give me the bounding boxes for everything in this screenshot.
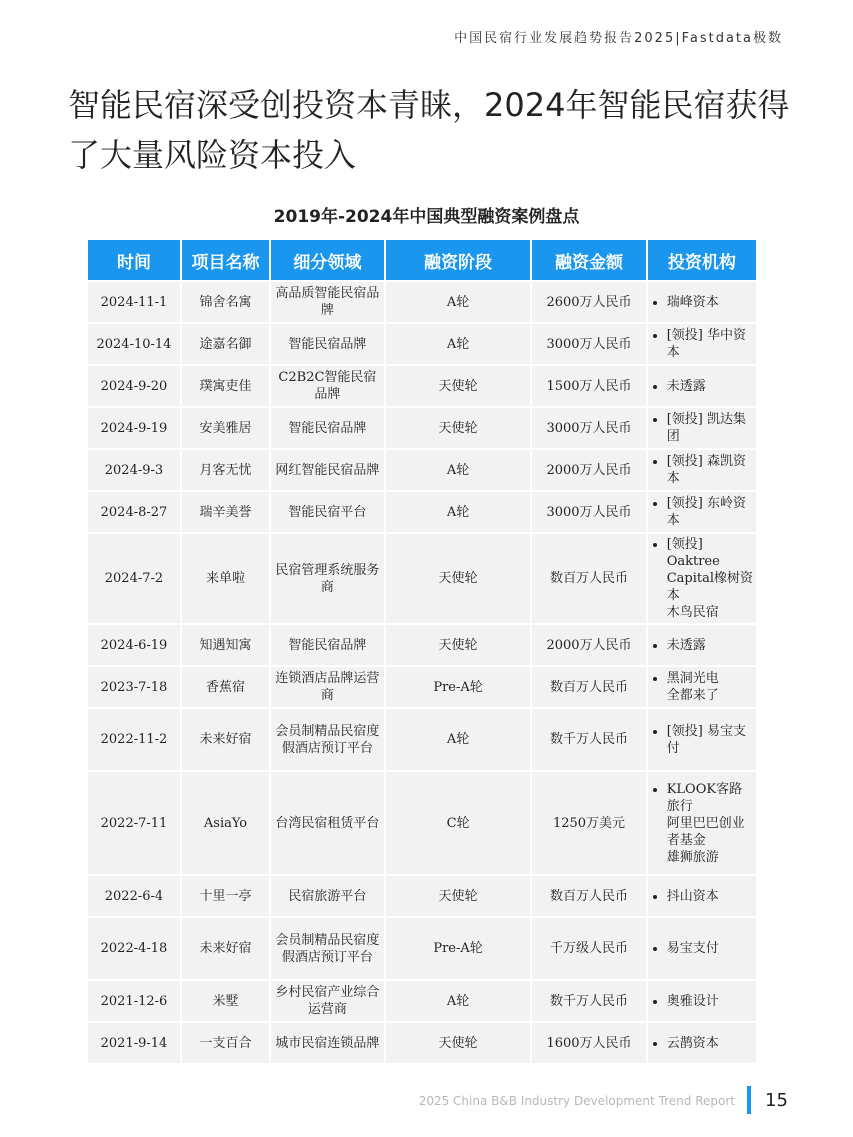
stage-cell: Pre-A轮	[386, 918, 531, 979]
investors-cell	[648, 667, 756, 707]
investor-item: • 未透露	[667, 378, 753, 395]
investors-cell	[648, 709, 756, 770]
field-cell: 智能民宿品牌	[271, 324, 384, 364]
date-cell: 2024-11-1	[88, 282, 180, 322]
stage-cell: A轮	[386, 282, 531, 322]
field-cell: 高品质智能民宿品牌	[271, 282, 384, 322]
investor-item: • 未透露	[667, 637, 753, 654]
investors-cell	[648, 534, 756, 623]
investors-cell	[648, 408, 756, 448]
field-cell: 乡村民宿产业综合运营商	[271, 981, 384, 1021]
project-name-cell: 知遇知寓	[182, 625, 269, 665]
stage-cell: A轮	[386, 709, 531, 770]
date-cell: 2024-9-3	[88, 450, 180, 490]
stage-cell: 天使轮	[386, 408, 531, 448]
investor-list	[654, 294, 753, 311]
investor-list	[654, 781, 753, 866]
table-row	[88, 1023, 756, 1063]
amount-cell: 数百万人民币	[532, 876, 645, 916]
investor-item: • 易宝支付	[667, 940, 753, 957]
date-cell: 2021-12-6	[88, 981, 180, 1021]
investor-item: • 奥雅设计	[667, 993, 753, 1010]
investors-cell	[648, 282, 756, 322]
stage-cell: A轮	[386, 450, 531, 490]
investors-cell	[648, 324, 756, 364]
investor-list	[654, 723, 753, 757]
investor-list	[654, 327, 753, 361]
table-title: 2019年-2024年中国典型融资案例盘点	[273, 207, 580, 227]
amount-cell: 数千万人民币	[532, 709, 645, 770]
page-title-line-1: 智能民宿深受创投资本青睐，2024年智能民宿获得	[68, 86, 790, 124]
table-row	[88, 625, 756, 665]
stage-cell: A轮	[386, 981, 531, 1021]
amount-cell: 2000万人民币	[532, 625, 645, 665]
table-row	[88, 667, 756, 707]
investor-list	[654, 495, 753, 529]
page-number: 15	[765, 1090, 788, 1111]
amount-cell: 1500万人民币	[532, 366, 645, 406]
investor-item: • 瑞峰资本	[667, 294, 753, 311]
footer-text: 2025 China B&B Industry Development Trend Report	[418, 1094, 735, 1108]
project-name-cell: 安美雅居	[182, 408, 269, 448]
field-cell: 民宿管理系统服务商	[271, 534, 384, 623]
date-cell: 2024-6-19	[88, 625, 180, 665]
table-row	[88, 324, 756, 364]
date-cell: 2024-7-2	[88, 534, 180, 623]
investor-list	[654, 993, 753, 1010]
project-name-cell: 未来好宿	[182, 709, 269, 770]
field-cell: 智能民宿平台	[271, 492, 384, 532]
field-cell: 连锁酒店品牌运营商	[271, 667, 384, 707]
column-header: 融资金额	[532, 240, 645, 280]
project-name-cell: 锦舍名寓	[182, 282, 269, 322]
investor-item: • [领投] 凯达集团	[667, 411, 753, 445]
investor-list	[654, 670, 753, 704]
amount-cell: 3000万人民币	[532, 408, 645, 448]
investors-cell	[648, 772, 756, 874]
column-header: 项目名称	[182, 240, 269, 280]
project-name-cell: 香蕉宿	[182, 667, 269, 707]
field-cell: 会员制精品民宿度假酒店预订平台	[271, 709, 384, 770]
table-row	[88, 282, 756, 322]
amount-cell: 数千万人民币	[532, 981, 645, 1021]
date-cell: 2022-6-4	[88, 876, 180, 916]
amount-cell: 1600万人民币	[532, 1023, 645, 1063]
investor-item: • 抖山资本	[667, 888, 753, 905]
stage-cell: 天使轮	[386, 625, 531, 665]
investors-cell	[648, 981, 756, 1021]
investor-item: • KLOOK客路旅行 阿里巴巴创业者基金 雄狮旅游	[667, 781, 753, 866]
table-row	[88, 366, 756, 406]
investors-cell	[648, 1023, 756, 1063]
stage-cell: 天使轮	[386, 1023, 531, 1063]
stage-cell: A轮	[386, 324, 531, 364]
footer-divider	[747, 1086, 751, 1114]
table-row	[88, 450, 756, 490]
investor-item: • [领投] Oaktree Capital橡树资本 木鸟民宿	[667, 536, 753, 621]
stage-cell: 天使轮	[386, 876, 531, 916]
table-body	[88, 282, 756, 1063]
table-row	[88, 492, 756, 532]
date-cell: 2023-7-18	[88, 667, 180, 707]
date-cell: 2024-10-14	[88, 324, 180, 364]
field-cell: 智能民宿品牌	[271, 625, 384, 665]
amount-cell: 2000万人民币	[532, 450, 645, 490]
project-name-cell: 来单啦	[182, 534, 269, 623]
investor-list	[654, 637, 753, 654]
date-cell: 2024-9-20	[88, 366, 180, 406]
stage-cell: C轮	[386, 772, 531, 874]
investor-list	[654, 940, 753, 957]
date-cell: 2024-8-27	[88, 492, 180, 532]
amount-cell: 3000万人民币	[532, 492, 645, 532]
date-cell: 2024-9-19	[88, 408, 180, 448]
investor-list	[654, 453, 753, 487]
investor-list	[654, 888, 753, 905]
amount-cell: 千万级人民币	[532, 918, 645, 979]
investor-item: • 云鹊资本	[667, 1035, 753, 1052]
table-row	[88, 918, 756, 979]
field-cell: 民宿旅游平台	[271, 876, 384, 916]
table-row	[88, 709, 756, 770]
investor-item: • 黑洞光电 全都来了	[667, 670, 753, 704]
project-name-cell: 十里一亭	[182, 876, 269, 916]
financing-cases-table	[86, 238, 758, 1065]
project-name-cell: 瑞辛美誉	[182, 492, 269, 532]
amount-cell: 2600万人民币	[532, 282, 645, 322]
investor-item: • [领投] 森凯资本	[667, 453, 753, 487]
investor-list	[654, 536, 753, 621]
investor-list	[654, 411, 753, 445]
date-cell: 2022-11-2	[88, 709, 180, 770]
project-name-cell: 米墅	[182, 981, 269, 1021]
project-name-cell: AsiaYo	[182, 772, 269, 874]
field-cell: 网红智能民宿品牌	[271, 450, 384, 490]
table-row	[88, 534, 756, 623]
table-row	[88, 408, 756, 448]
table-row	[88, 876, 756, 916]
table-row	[88, 772, 756, 874]
column-header: 投资机构	[648, 240, 756, 280]
field-cell: C2B2C智能民宿品牌	[271, 366, 384, 406]
stage-cell: A轮	[386, 492, 531, 532]
date-cell: 2022-4-18	[88, 918, 180, 979]
field-cell: 城市民宿连锁品牌	[271, 1023, 384, 1063]
investors-cell	[648, 876, 756, 916]
report-header: 中国民宿行业发展趋势报告2025|Fastdata极数	[454, 31, 783, 46]
stage-cell: Pre-A轮	[386, 667, 531, 707]
investor-item: • [领投] 东岭资本	[667, 495, 753, 529]
stage-cell: 天使轮	[386, 366, 531, 406]
stage-cell: 天使轮	[386, 534, 531, 623]
date-cell: 2022-7-11	[88, 772, 180, 874]
page-title-line-2: 了大量风险资本投入	[68, 136, 357, 174]
project-name-cell: 途嘉名御	[182, 324, 269, 364]
field-cell: 智能民宿品牌	[271, 408, 384, 448]
amount-cell: 1250万美元	[532, 772, 645, 874]
field-cell: 台湾民宿租赁平台	[271, 772, 384, 874]
project-name-cell: 璞寓吏佳	[182, 366, 269, 406]
investor-item: • [领投] 华中资本	[667, 327, 753, 361]
investor-list	[654, 378, 753, 395]
project-name-cell: 月客无忧	[182, 450, 269, 490]
investors-cell	[648, 918, 756, 979]
project-name-cell: 未来好宿	[182, 918, 269, 979]
column-header: 时间	[88, 240, 180, 280]
investors-cell	[648, 366, 756, 406]
field-cell: 会员制精品民宿度假酒店预订平台	[271, 918, 384, 979]
amount-cell: 数百万人民币	[532, 534, 645, 623]
investors-cell	[648, 450, 756, 490]
investors-cell	[648, 492, 756, 532]
investor-item: • [领投] 易宝支付	[667, 723, 753, 757]
table-row	[88, 981, 756, 1021]
column-header: 细分领域	[271, 240, 384, 280]
project-name-cell: 一支百合	[182, 1023, 269, 1063]
investors-cell	[648, 625, 756, 665]
investor-list	[654, 1035, 753, 1052]
table-header-row	[88, 240, 756, 280]
amount-cell: 数百万人民币	[532, 667, 645, 707]
amount-cell: 3000万人民币	[532, 324, 645, 364]
date-cell: 2021-9-14	[88, 1023, 180, 1063]
page-title	[68, 80, 808, 180]
column-header: 融资阶段	[386, 240, 531, 280]
